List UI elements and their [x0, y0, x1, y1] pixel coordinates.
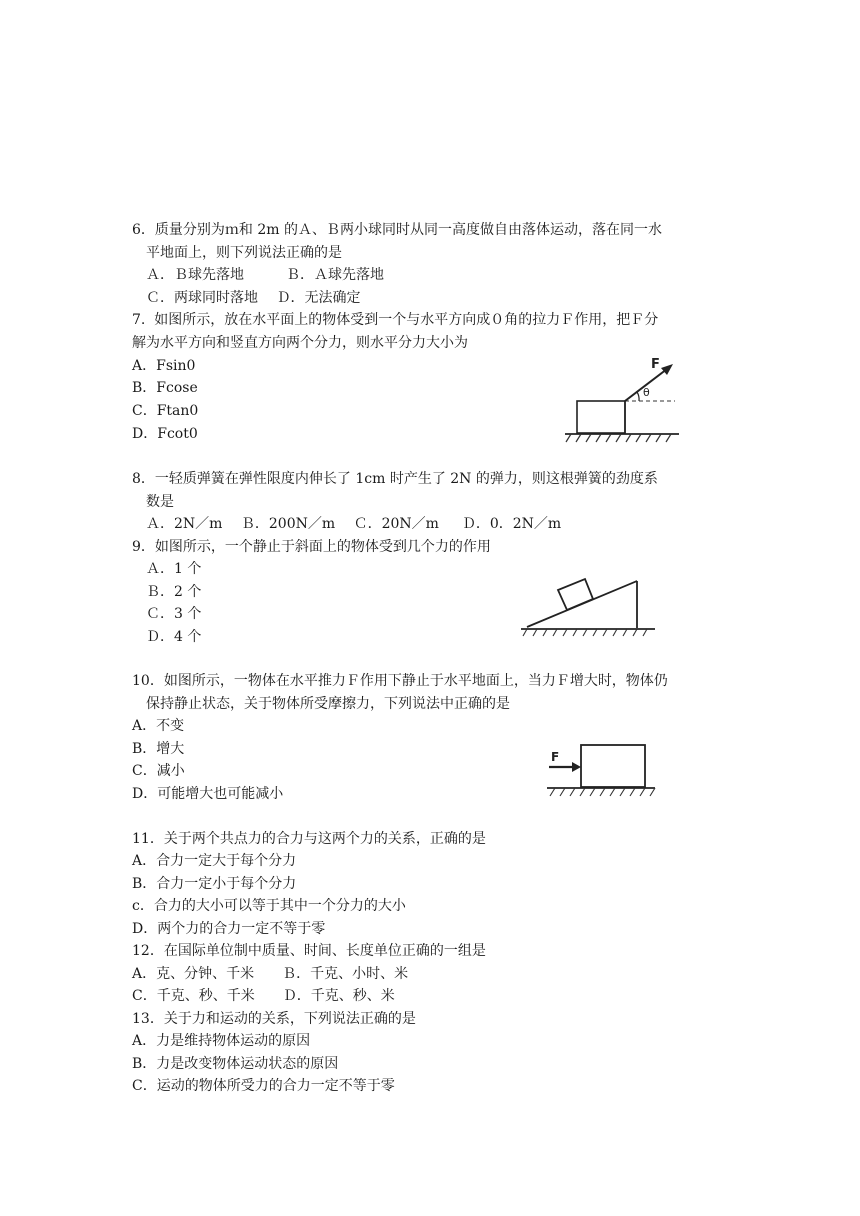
q11-option-a: A．合力一定大于每个分力	[132, 853, 297, 869]
angle-label: θ	[643, 386, 650, 399]
q9-stem-line-1: 9．如图所示，一个静止于斜面上的物体受到几个力的作用	[132, 539, 491, 555]
q8-stem-line-2: 数是	[146, 494, 174, 510]
q6-stem-line-1: 6．质量分别为ｍ和 2m 的Ａ、Ｂ两小球同时从同一高度做自由落体运动，落在同一水	[132, 222, 662, 238]
q7-stem-line-2: 解为水平方向和竖直方向两个分力，则水平分力大小为	[132, 335, 468, 351]
q9-option-a: Ａ．1 个	[146, 561, 202, 577]
q11-option-d: D．两个力的合力一定不等于零	[132, 921, 326, 937]
q10-option-c: C．减小	[132, 763, 185, 779]
q13-option-b: B．力是改变物体运动状态的原因	[132, 1056, 339, 1072]
q7-option-d: D．Fcot0	[132, 426, 198, 442]
q8-stem-line-1: 8．一轻质弹簧在弹性限度内伸长了 1cm 时产生了 2N 的弹力，则这根弹簧的劲度系	[132, 471, 658, 487]
q12-options-row-1: A．克、分钟、千米 Ｂ．千克、小时、米	[132, 966, 409, 982]
push-arrow-head	[572, 762, 581, 772]
force-label: F	[551, 750, 560, 764]
q13-option-a: A．力是维持物体运动的原因	[132, 1033, 311, 1049]
q12-options-row-2: C．千克、秒、千米 Ｄ．千克、秒、米	[132, 988, 395, 1004]
q13-option-c: C．运动的物体所受力的合力一定不等于零	[132, 1078, 395, 1094]
q6-stem-line-2: 平地面上，则下列说法正确的是	[146, 245, 342, 261]
q11-stem-line-1: 11．关于两个共点力的合力与这两个力的关系，正确的是	[132, 831, 486, 847]
q12-stem-line-1: 12．在国际单位制中质量、时间、长度单位正确的一组是	[132, 943, 486, 959]
q8-options-row: Ａ．2N／m Ｂ．200N／m Ｃ．20N／m Ｄ．0．2N／m	[146, 516, 562, 532]
q11-option-b: B．合力一定小于每个分力	[132, 876, 297, 892]
q9-option-d: Ｄ．4 个	[146, 629, 202, 645]
angle-arc	[637, 392, 639, 401]
q13-stem-line-1: 13．关于力和运动的关系，下列说法正确的是	[132, 1011, 416, 1027]
q11-option-c: c．合力的大小可以等于其中一个分力的大小	[132, 898, 406, 914]
block-on-incline	[558, 579, 593, 610]
block	[581, 745, 645, 787]
q10-figure-pushed-block	[545, 741, 657, 799]
block	[577, 401, 625, 433]
ground-hatching	[523, 629, 647, 636]
q7-figure-pulled-block	[557, 356, 681, 446]
q10-option-a: A．不变	[132, 718, 185, 734]
q10-option-b: B．增大	[132, 741, 185, 757]
q10-stem-line-1: 10．如图所示，一物体在水平推力Ｆ作用下静止于水平地面上，当力Ｆ增大时，物体仍	[132, 673, 668, 689]
q7-option-b: B．Fcose	[132, 380, 198, 396]
q7-option-c: C．Ftan0	[132, 403, 199, 419]
q6-options-row-1: Ａ．Ｂ球先落地 Ｂ．Ａ球先落地	[146, 267, 384, 283]
ground-hatching	[550, 788, 655, 796]
ground-hatching	[566, 434, 671, 442]
q9-option-c: Ｃ．3 个	[146, 606, 202, 622]
force-label: F	[651, 357, 660, 372]
q9-figure-block-on-incline	[519, 573, 658, 639]
q6-options-row-2: Ｃ．两球同时落地 Ｄ．无法确定	[146, 290, 361, 306]
q7-option-a: A．Fsin0	[132, 358, 196, 374]
q10-option-d: D．可能增大也可能减小	[132, 786, 284, 802]
q9-option-b: Ｂ．2 个	[146, 584, 202, 600]
q7-stem-line-1: 7. 如图所示，放在水平面上的物体受到一个与水平方向成０角的拉力Ｆ作用，把Ｆ分	[132, 312, 659, 328]
q10-stem-line-2: 保持静止状态，关于物体所受摩擦力，下列说法中正确的是	[146, 696, 510, 712]
